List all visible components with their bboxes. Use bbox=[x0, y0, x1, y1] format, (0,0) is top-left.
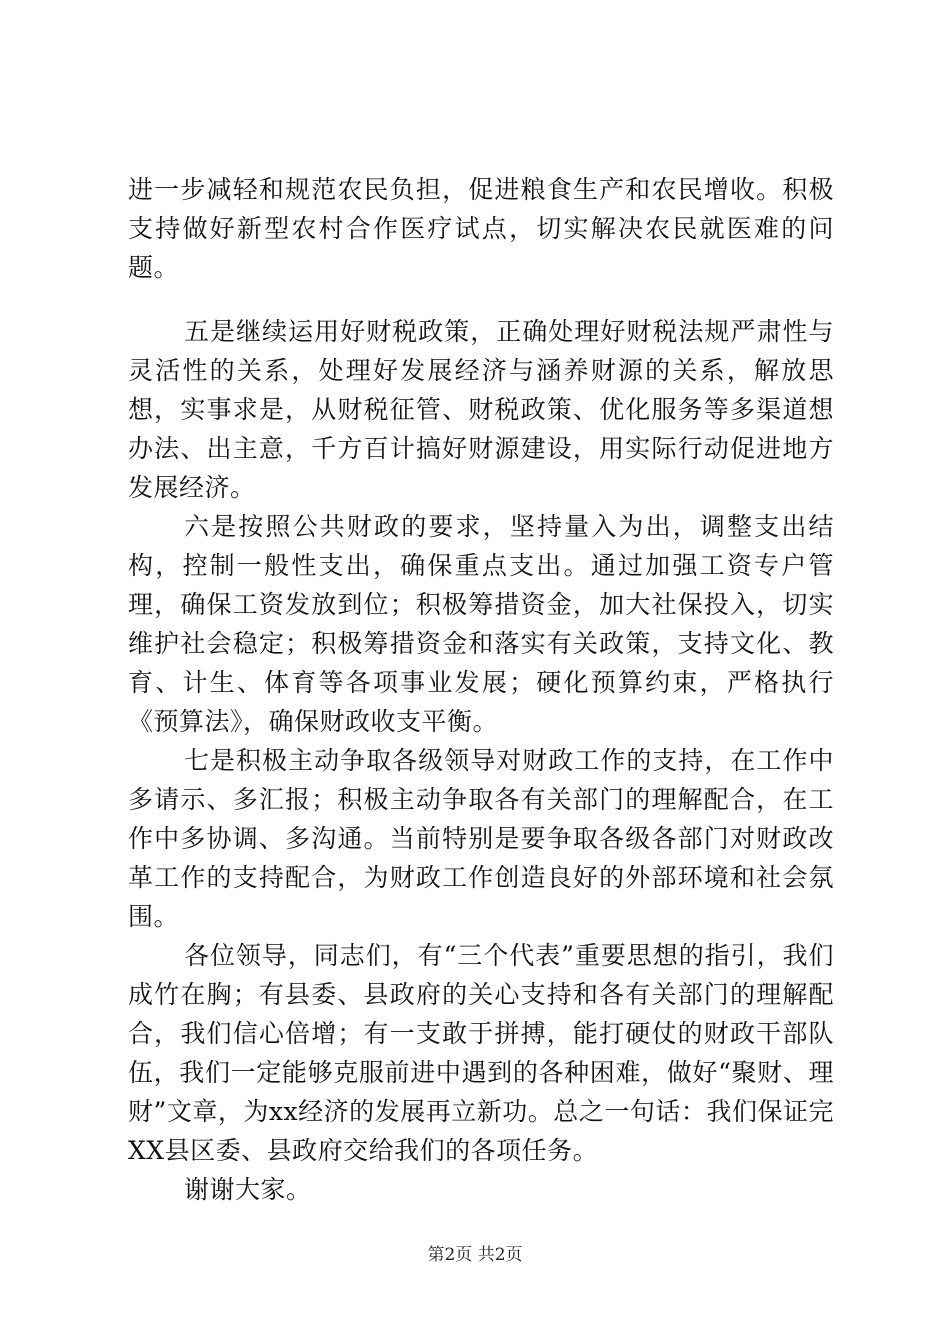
paragraph-item-seven: 七是积极主动争取各级领导对财政工作的支持，在工作中多请示、多汇报；积极主动争取各有关部门的理解配合，在工作中多协调、多沟通。当前特别是要争取各级各部门对财政改革工作的支持配合，为财政工作创造良好的外部环境和社会氛围。 bbox=[128, 746, 834, 931]
paragraph-item-six: 六是按照公共财政的要求，坚持量入为出，调整支出结构，控制一般性支出，确保重点支出。通过加强工资专户管理，确保工资发放到位；积极筹措资金，加大社保投入，切实维护社会稳定；积极筹措资金和落实有关政策，支持文化、教育、计生、体育等各项事业发展；硬化预算约束，严格执行《预算法》，确保财政收支平衡。 bbox=[128, 512, 834, 736]
paragraph-thanks: 谢谢大家。 bbox=[184, 1175, 312, 1204]
paragraph-continuation: 进一步减轻和规范农民负担，促进粮食生产和农民增收。积极支持做好新型农村合作医疗试点，切实解决农民就医难的问题。 bbox=[128, 175, 834, 282]
paragraph-item-five: 五是继续运用好财税政策，正确处理好财税法规严肃性与灵活性的关系，处理好发展经济与涵养财源的关系，解放思想，实事求是，从财税征管、财税政策、优化服务等多渠道想办法、出主意，千方百计搞好财源建设，用实际行动促进地方发展经济。 bbox=[128, 317, 834, 502]
page-number-footer: 第2页 共2页 bbox=[427, 1245, 523, 1265]
document-body bbox=[128, 170, 834, 1209]
paragraph-closing-remarks: 各位领导，同志们，有“三个代表”重要思想的指引，我们成竹在胸；有县委、县政府的关心支持和各有关部门的理解配合，我们信心倍增；有一支敢于拼搏，能打硬仗的财政干部队伍，我们一定能够克服前进中遇到的各种困难，做好“聚财、理财”文章，为xx经济的发展再立新功。总之一句话：我们保证完XX县区委、县政府交给我们的各项任务。 bbox=[128, 941, 834, 1165]
